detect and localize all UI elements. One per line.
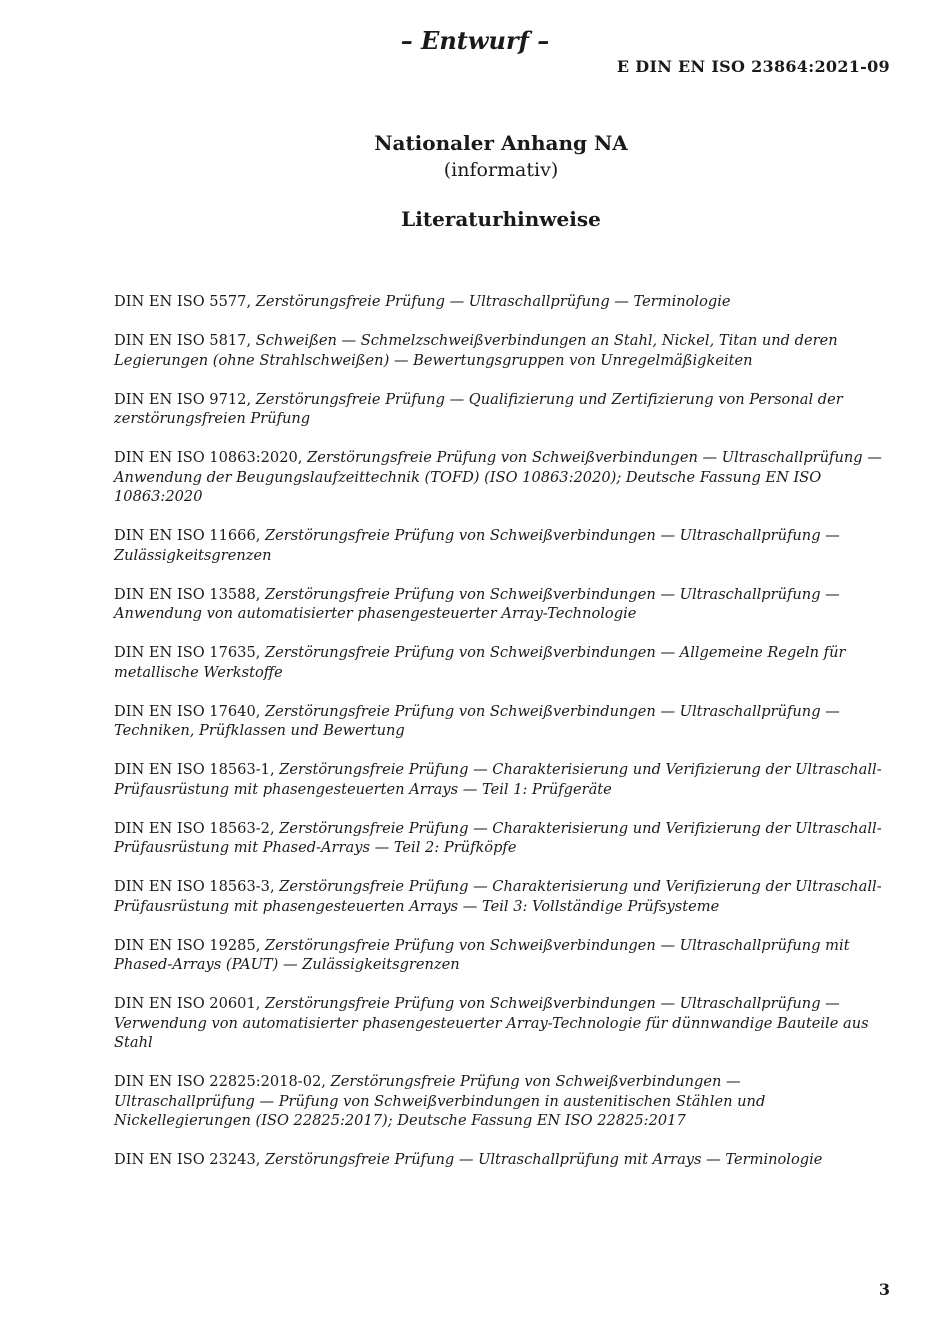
reference-title: Zerstörungsfreie Prüfung — Ultraschallprüfung mit Arrays — Terminologie bbox=[265, 1151, 823, 1168]
reference-code: DIN EN ISO 18563-2, bbox=[114, 819, 275, 837]
draft-label: – Entwurf – bbox=[400, 26, 550, 55]
reference-item bbox=[114, 760, 886, 799]
reference-title: Zerstörungsfreie Prüfung — Charakterisierung und Verifizierung der Ultraschall-Prüfausrüstung mit Phased-Arrays — Teil 2: Prüfköpfe bbox=[114, 819, 882, 856]
reference-title: Zerstörungsfreie Prüfung — Qualifizierung und Zertifizierung von Personal der zerstörungsfreien Prüfung bbox=[114, 390, 843, 427]
reference-item bbox=[114, 819, 886, 858]
reference-item bbox=[114, 390, 886, 429]
reference-item bbox=[114, 1072, 886, 1131]
reference-item bbox=[114, 994, 886, 1053]
reference-item bbox=[114, 936, 886, 975]
reference-code: DIN EN ISO 23243, bbox=[114, 1151, 261, 1168]
reference-item bbox=[114, 526, 886, 565]
reference-code: DIN EN ISO 5817, bbox=[114, 332, 252, 349]
reference-item bbox=[114, 877, 886, 916]
reference-code: DIN EN ISO 11666, bbox=[114, 527, 261, 544]
reference-item bbox=[114, 292, 886, 312]
reference-title: Zerstörungsfreie Prüfung von Schweißverbindungen — Ultraschallprüfung — Zulässigkeitsgrenzen bbox=[114, 527, 840, 564]
reference-list bbox=[114, 292, 886, 1189]
reference-code: DIN EN ISO 17635, bbox=[114, 644, 261, 661]
document-id: E DIN EN ISO 23864:2021-09 bbox=[616, 57, 890, 76]
reference-code: DIN EN ISO 5577, bbox=[114, 293, 252, 310]
page-number: 3 bbox=[878, 1280, 890, 1299]
reference-item bbox=[114, 643, 886, 682]
reference-item bbox=[114, 585, 886, 624]
reference-item bbox=[114, 448, 886, 507]
reference-item bbox=[114, 702, 886, 741]
reference-title: Zerstörungsfreie Prüfung von Schweißverbindungen — Ultraschallprüfung — Techniken, Prüfklassen und Bewertung bbox=[114, 702, 840, 739]
reference-title: Zerstörungsfreie Prüfung — Charakterisierung und Verifizierung der Ultraschall-Prüfausrüstung mit phasengesteuerten Arrays — Teil 1: Prüfgeräte bbox=[114, 761, 882, 798]
reference-code: DIN EN ISO 17640, bbox=[114, 702, 261, 720]
reference-title: Zerstörungsfreie Prüfung von Schweißverbindungen — Ultraschallprüfung — Anwendung von automatisierter phasengesteuerter Array-Technologie bbox=[114, 585, 840, 622]
reference-title: Zerstörungsfreie Prüfung — Ultraschallprüfung — Terminologie bbox=[255, 293, 731, 310]
annex-subtitle: (informativ) bbox=[443, 159, 559, 181]
reference-code: DIN EN ISO 20601, bbox=[114, 995, 261, 1012]
reference-code: DIN EN ISO 13588, bbox=[114, 585, 261, 603]
reference-title: Zerstörungsfreie Prüfung von Schweißverbindungen — Ultraschallprüfung — Prüfung von Schweißverbindungen in austenitischen Stählen und Nickellegierungen (ISO 22825:2017); Deutsche Fassung EN ISO 22825:2017 bbox=[114, 1073, 766, 1129]
reference-title: Zerstörungsfreie Prüfung — Charakterisierung und Verifizierung der Ultraschall-Prüfausrüstung mit phasengesteuerten Arrays — Teil 3: Vollständige Prüfsysteme bbox=[114, 878, 882, 915]
annex-title: Nationaler Anhang NA bbox=[374, 131, 628, 155]
reference-code: DIN EN ISO 19285, bbox=[114, 936, 261, 954]
reference-code: DIN EN ISO 22825:2018-02, bbox=[114, 1073, 326, 1090]
reference-title: Zerstörungsfreie Prüfung von Schweißverbindungen — Ultraschallprüfung — Anwendung der Beugungslaufzeittechnik (TOFD) (ISO 10863:2020); Deutsche Fassung EN ISO 10863:2020 bbox=[114, 449, 882, 505]
section-title: Literaturhinweise bbox=[401, 207, 601, 231]
reference-item bbox=[114, 331, 886, 370]
reference-code: DIN EN ISO 18563-1, bbox=[114, 761, 275, 778]
reference-title: Zerstörungsfreie Prüfung von Schweißverbindungen — Ultraschallprüfung — Verwendung von automatisierter phasengesteuerter Array-Technologie für dünnwandige Bauteile aus Stahl bbox=[114, 995, 869, 1051]
reference-title: Zerstörungsfreie Prüfung von Schweißverbindungen — Allgemeine Regeln für metallische Werkstoffe bbox=[114, 644, 846, 681]
reference-code: DIN EN ISO 10863:2020, bbox=[114, 449, 303, 466]
reference-code: DIN EN ISO 9712, bbox=[114, 390, 252, 408]
reference-item bbox=[114, 1150, 886, 1170]
reference-code: DIN EN ISO 18563-3, bbox=[114, 878, 275, 895]
reference-title: Schweißen — Schmelzschweißverbindungen an Stahl, Nickel, Titan und deren Legierungen (ohne Strahlschweißen) — Bewertungsgruppen von Unregelmäßigkeiten bbox=[114, 332, 838, 369]
reference-title: Zerstörungsfreie Prüfung von Schweißverbindungen — Ultraschallprüfung mit Phased-Arrays (PAUT) — Zulässigkeitsgrenzen bbox=[114, 936, 850, 973]
